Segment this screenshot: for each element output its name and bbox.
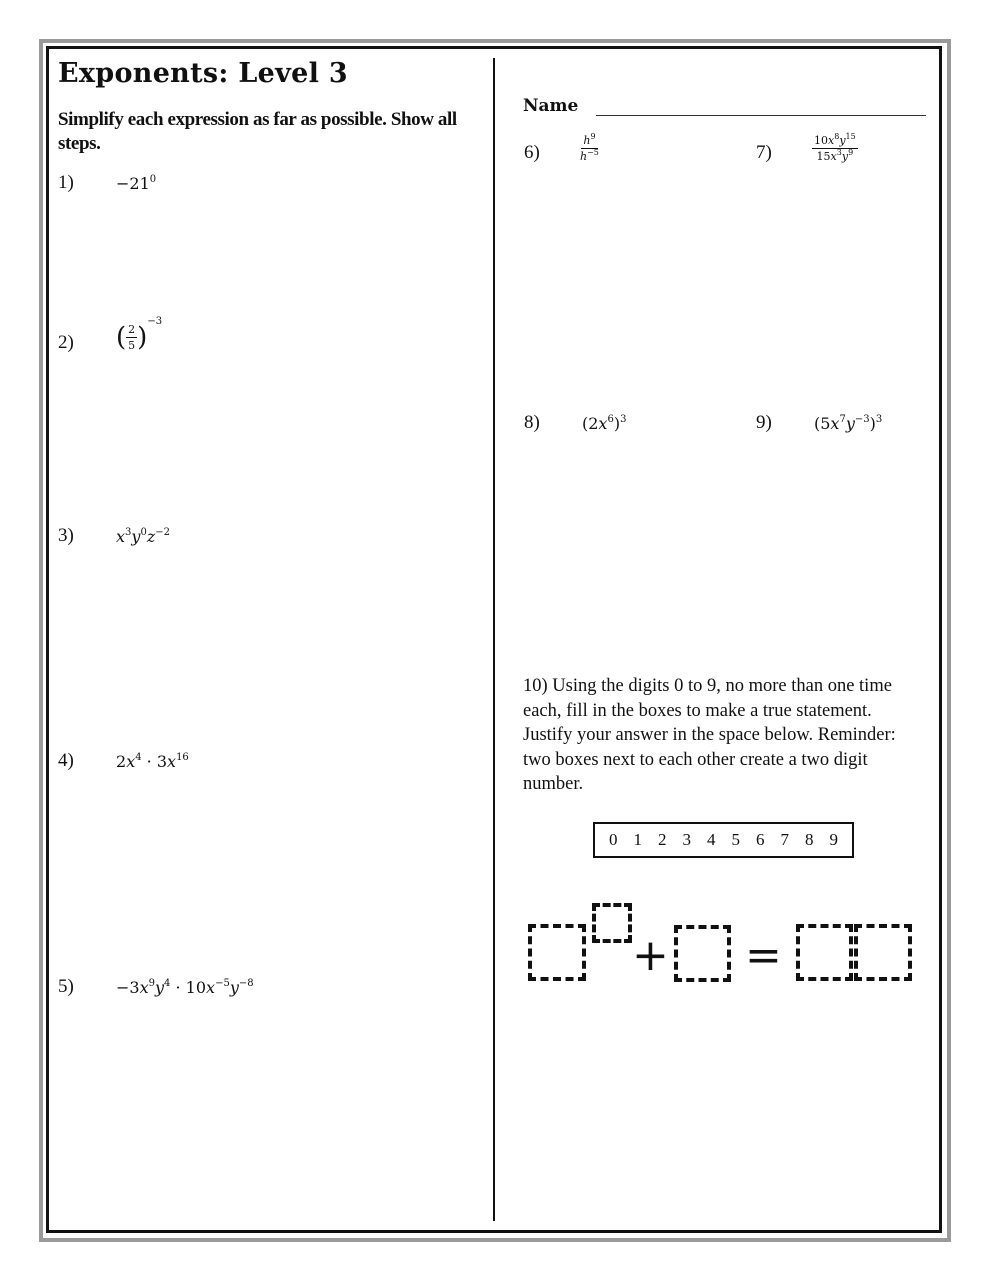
exponent: −3 — [147, 316, 163, 327]
variable: x — [830, 150, 837, 163]
name-label: Name — [523, 96, 579, 116]
plus-sign: + — [632, 930, 669, 981]
fraction-numerator: 2 — [128, 323, 136, 336]
term: −3 — [116, 978, 140, 997]
exponent: −3 — [854, 414, 870, 425]
column-divider — [493, 58, 495, 1221]
problem-2-expression — [116, 316, 163, 353]
worksheet-title: Exponents: Level 3 — [58, 58, 348, 89]
variable: z — [146, 527, 156, 546]
problem-5-expression — [116, 978, 254, 997]
problem-4-number: 4) — [58, 750, 74, 771]
result-tens-box[interactable] — [796, 924, 853, 981]
variable: y — [229, 978, 239, 997]
exponent: 6 — [607, 414, 614, 425]
problem-1-expression — [116, 174, 156, 193]
term: · 3 — [141, 752, 168, 771]
digit: 0 — [609, 830, 618, 849]
fraction-denominator — [580, 149, 599, 163]
problem-9-number: 9) — [756, 412, 772, 433]
result-ones-box[interactable] — [854, 924, 912, 981]
base-answer-box[interactable] — [528, 924, 586, 981]
digit: 6 — [756, 830, 765, 849]
digit: 8 — [805, 830, 814, 849]
term: (5 — [814, 414, 831, 433]
problem-3-number: 3) — [58, 525, 74, 546]
variable: h — [583, 134, 591, 147]
fraction-numerator — [812, 134, 858, 149]
term: 15 — [816, 150, 831, 163]
variable: x — [828, 134, 835, 147]
term: 2 — [116, 752, 127, 771]
equals-sign: = — [745, 930, 782, 981]
variable: y — [155, 978, 165, 997]
exponent: 15 — [845, 132, 856, 141]
variable: y — [131, 527, 141, 546]
problem-6-expression — [580, 134, 599, 163]
variable: x — [167, 752, 177, 771]
term: ) — [869, 414, 876, 433]
name-field[interactable] — [596, 115, 926, 116]
digit: 2 — [658, 830, 667, 849]
exponent: 3 — [875, 414, 883, 425]
fraction — [812, 134, 858, 163]
digit: 9 — [829, 830, 838, 849]
fraction-numerator — [581, 134, 597, 149]
term: −21 — [116, 174, 150, 193]
exponent: 16 — [176, 752, 189, 763]
digit: 4 — [707, 830, 716, 849]
variable: y — [839, 134, 846, 147]
problem-2-number: 2) — [58, 332, 74, 353]
exponent: 0 — [149, 174, 157, 185]
problem-7-expression — [812, 134, 858, 163]
problem-3-expression — [116, 527, 170, 546]
fraction — [580, 134, 599, 163]
problem-9-expression — [814, 414, 882, 433]
fraction-denominator — [817, 149, 854, 163]
exponent: 9 — [148, 978, 155, 989]
problem-7-number: 7) — [756, 142, 772, 163]
exponent: 9 — [590, 132, 596, 141]
problem-8-number: 8) — [524, 412, 540, 433]
variable: x — [206, 978, 216, 997]
variable: x — [830, 414, 840, 433]
variable: x — [139, 978, 149, 997]
term: (2 — [582, 414, 599, 433]
exponent: −8 — [238, 978, 254, 989]
digit-bank — [593, 822, 854, 858]
fraction-denominator: 5 — [128, 339, 136, 352]
problem-8-expression — [582, 414, 626, 433]
exponent: 9 — [848, 148, 854, 157]
problem-1-number: 1) — [58, 172, 74, 193]
instructions: Simplify each expression as far as possible. Show all steps. — [58, 109, 457, 154]
variable: x — [126, 752, 136, 771]
exponent: 3 — [125, 527, 132, 538]
digit: 5 — [731, 830, 740, 849]
variable: h — [580, 150, 588, 163]
exponent: −2 — [155, 527, 171, 538]
exponent: −5 — [587, 148, 599, 157]
variable: y — [841, 150, 849, 163]
exponent: 3 — [620, 414, 627, 425]
exponent: 0 — [140, 527, 147, 538]
exponent: 4 — [135, 752, 142, 763]
digit: 7 — [780, 830, 789, 849]
addend-answer-box[interactable] — [674, 925, 731, 982]
problem-4-expression — [116, 752, 189, 771]
term: 10 — [814, 134, 828, 147]
exponent: 3 — [836, 148, 842, 157]
left-paren: ( — [116, 322, 127, 353]
variable: x — [598, 414, 608, 433]
right-paren: ) — [137, 322, 148, 353]
term: ) — [613, 414, 621, 433]
problem-10-text: 10) Using the digits 0 to 9, no more than one time each, fill in the boxes to make a true statement. Justify your answer in the space below. Reminder: two boxes next to each other create a two digit number. — [523, 676, 896, 794]
exponent: 7 — [839, 414, 846, 425]
problem-5-number: 5) — [58, 976, 74, 997]
exponent-answer-box[interactable] — [592, 903, 632, 943]
variable: y — [845, 414, 855, 433]
term: · 10 — [170, 978, 207, 997]
variable: x — [116, 527, 126, 546]
exponent: 8 — [834, 132, 840, 141]
problem-6-number: 6) — [524, 142, 540, 163]
digit: 1 — [633, 830, 642, 849]
exponent: −5 — [215, 978, 230, 989]
exponent: 4 — [164, 978, 171, 989]
digit: 3 — [682, 830, 691, 849]
